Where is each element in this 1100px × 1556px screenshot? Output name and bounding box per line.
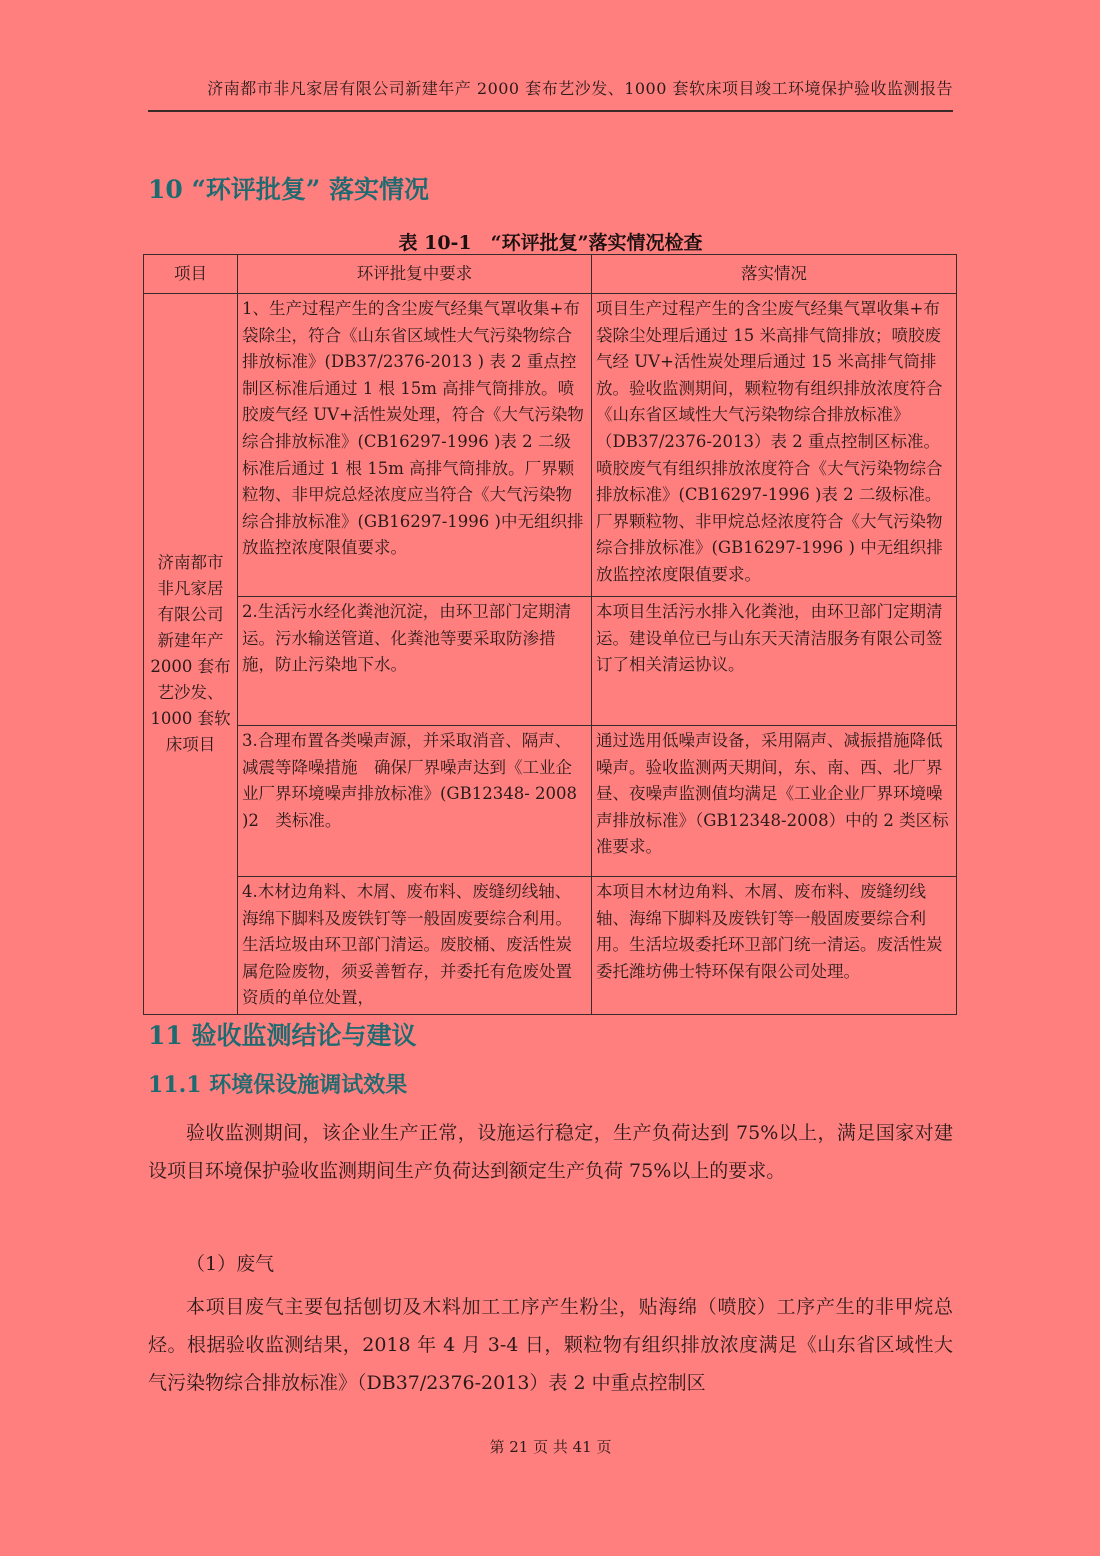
requirement-cell: 2.生活污水经化粪池沉淀，由环卫部门定期清运。污水输送管道、化粪池等要采取防渗措施，防止污染地下水。 [238, 597, 592, 726]
paragraph-load: 验收监测期间，该企业生产正常，设施运行稳定，生产负荷达到 75%以上，满足国家对建设项目环境保护验收监测期间生产负荷达到额定生产负荷 75%以上的要求。 [148, 1122, 953, 1182]
implementation-cell: 本项目生活污水排入化粪池，由环卫部门定期清运。建设单位已与山东天天清洁服务有限公司签订了相关清运协议。 [592, 597, 957, 726]
header-requirement: 环评批复中要求 [238, 255, 592, 294]
implementation-cell: 项目生产过程产生的含尘废气经集气罩收集+布袋除尘处理后通过 15 米高排气筒排放；喷胶废气经 UV+活性炭处理后通过 15 米高排气筒排放。验收监测期间，颗粒物有组织排放浓度符合《山东省区域性大气污染物综合排放标准》（DB37/2376-2013）表 2 重点控制区标准。喷胶废气有组织排放浓度符合《大气污染物综合排放标准》(CB16297-1996 )表 2 二级标准。厂界颗粒物、非甲烷总烃浓度符合《大气污染物综合排放标准》(GB16297-1996 ) 中无组织排放监控浓度限值要求。 [592, 294, 957, 597]
section-11-1-title: 11.1 环境保设施调试效果 [148, 1072, 408, 1098]
table-row [144, 877, 957, 1015]
requirement-cell: 4.木材边角料、木屑、废布料、废缝纫线轴、海绵下脚料及废铁钉等一般固废要综合利用。生活垃圾由环卫部门清运。废胶桶、废活性炭属危险废物，须妥善暂存，并委托有危废处置资质的单位处置， [238, 877, 592, 1015]
implementation-cell: 通过选用低噪声设备，采用隔声、减振措施降低噪声。验收监测两天期间，东、南、西、北厂界昼、夜噪声监测值均满足《工业企业厂界环境噪声排放标准》（GB12348-2008）中的 2 类区标准要求。 [592, 726, 957, 877]
approval-table [143, 254, 957, 1015]
page-number: 第 21 页 共 41 页 [489, 1438, 612, 1456]
project-name-cell: 济南都市非凡家居有限公司新建年产 2000 套布艺沙发、1000 套软床项目 [144, 294, 238, 1015]
table-header-row [144, 255, 957, 294]
requirement-cell: 1、生产过程产生的含尘废气经集气罩收集+布袋除尘，符合《山东省区域性大气污染物综合排放标准》(DB37/2376-2013 ) 表 2 重点控制区标准后通过 1 根 15m 高排气筒排放。喷胶废气经 UV+活性炭处理，符合《大气污染物综合排放标准》(CB16297-1996 )表 2 二级标准后通过 1 根 15m 高排气筒排放。厂界颗粒物、非甲烷总烃浓度应当符合《大气污染物综合排放标准》(GB16297-1996 )中无组织排放监控浓度限值要求。 [238, 294, 592, 597]
table-caption: 表 10-1 “环评批复”落实情况检查 [398, 232, 703, 254]
header-item: 项目 [144, 255, 238, 294]
section-10-title: 10 “环评批复” 落实情况 [148, 175, 429, 204]
table-row [144, 597, 957, 726]
table-row [144, 294, 957, 597]
header-divider [148, 110, 953, 112]
header-implementation: 落实情况 [592, 255, 957, 294]
page-header: 济南都市非凡家居有限公司新建年产 2000 套布艺沙发、1000 套软床项目竣工环境保护验收监测报告 [207, 79, 953, 98]
paragraph-waste-gas: 本项目废气主要包括刨切及木料加工工序产生粉尘，贴海绵（喷胶）工序产生的非甲烷总烃。根据验收监测结果，2018 年 4 月 3-4 日，颗粒物有组织排放浓度满足《山东省区域性大气污染物综合排放标准》（DB37/2376-2013）表 2 中重点控制区 [148, 1296, 953, 1394]
requirement-cell: 3.合理布置各类噪声源，并采取消音、隔声、减震等降噪措施 确保厂界噪声达到《工业企业厂界环境噪声排放标准》(GB12348- 2008 )2 类标准。 [238, 726, 592, 877]
section-11-title: 11 验收监测结论与建议 [148, 1021, 417, 1050]
paragraph-waste-gas-heading: （1）废气 [186, 1253, 275, 1275]
table-row [144, 726, 957, 877]
implementation-cell: 本项目木材边角料、木屑、废布料、废缝纫线轴、海绵下脚料及废铁钉等一般固废要综合利用。生活垃圾委托环卫部门统一清运。废活性炭委托潍坊佛士特环保有限公司处理。 [592, 877, 957, 1015]
